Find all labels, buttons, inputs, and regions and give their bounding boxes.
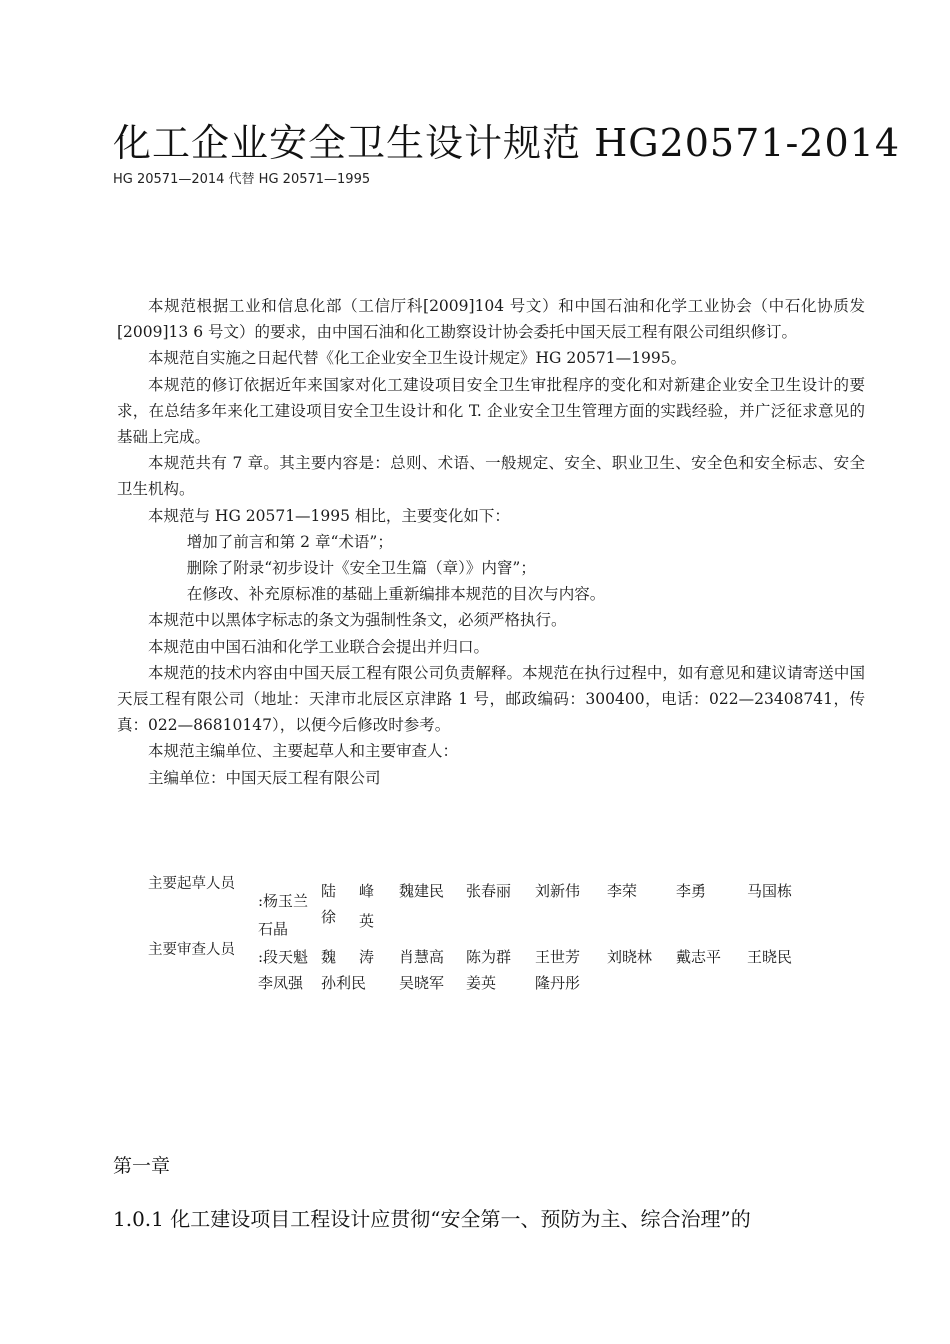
reviewer-name: 王世芳 [535, 948, 581, 966]
reviewer-name: :段天魁 [258, 948, 309, 966]
reviewer-name: 陈为群 [466, 948, 512, 966]
paragraph: 本规范根据工业和信息化部（工信厅科[2009]104 号文）和中国石油和化学工业协会（中石化协质发[2009]13 6 号文）的要求，由中国石油和化工勘察设计协会委托中国天辰工程有限公司组织修订。 [117, 297, 865, 342]
drafter-name: :杨玉兰 [258, 892, 309, 910]
change-item: 增加了前言和第 2 章“术语”； [186, 532, 393, 551]
paragraph: 本规范中以黑体字标志的条文为强制性条文，必须严格执行。 [148, 611, 567, 630]
reviewer-name: 隆丹彤 [535, 974, 581, 992]
document-title: 化工企业安全卫生设计规范 HG20571-2014 [113, 121, 901, 165]
chapter-heading: 第一章 [113, 1155, 171, 1177]
drafter-name: 李勇 [676, 882, 707, 900]
drafters-row [148, 876, 868, 942]
drafter-name: 徐 [321, 908, 337, 926]
reviewer-name: 戴志平 [676, 948, 722, 966]
drafters-label: 主要起草人员 [148, 876, 235, 892]
document-subtitle: HG 20571—2014 代替 HG 20571—1995 [113, 172, 371, 187]
reviewer-name: 肖慧高 [399, 948, 445, 966]
drafter-name: 陆 [321, 882, 337, 900]
clause-text: 1.0.1 化工建设项目工程设计应贯彻“安全第一、预防为主、综合治理”的 [113, 1207, 751, 1231]
change-item: 删除了附录“初步设计《安全卫生篇（章）》内窨”； [186, 559, 536, 578]
reviewer-name: 刘晓林 [607, 948, 653, 966]
reviewers-row [148, 942, 868, 1008]
drafter-name: 峰 [359, 882, 375, 900]
reviewer-name: 王晓民 [747, 948, 793, 966]
reviewers-label: 主要审查人员 [148, 942, 235, 958]
paragraph: 本规范主编单位、主要起草人和主要审查人： [148, 742, 459, 761]
paragraph: 本规范的技术内容由中国天辰工程有限公司负责解释。本规范在执行过程中，如有意见和建议请寄送中国天辰工程有限公司（地址：天津市北辰区京津路 1 号，邮政编码：300400，电话：022—23408741，传真：022—86810147），以便今后修改时参考。 [117, 663, 865, 735]
preface-text [117, 293, 865, 791]
change-item: 在修改、补充原标准的基础上重新编排本规范的目次与内容。 [186, 585, 606, 604]
drafter-name: 魏建民 [399, 882, 445, 900]
paragraph: 本规范与 HG 20571—1995 相比，主要变化如下： [148, 506, 510, 525]
paragraph: 本规范的修订依据近年来国家对化工建设项目安全卫生审批程序的变化和对新建企业安全卫生设计的要求，在总结多年来化工建设项目安全卫生设计和化 T. 企业安全卫生管理方面的实践经验，并广泛征求意见的基础上完成。 [117, 375, 865, 447]
drafter-name: 英 [359, 912, 375, 930]
paragraph: 本规范自实施之日起代替《化工企业安全卫生设计规定》HG 20571—1995。 [148, 349, 687, 368]
paragraph: 本规范共有 7 章。其主要内容是：总则、术语、一般规定、安全、职业卫生、安全色和安全标志、安全卫生机构。 [117, 454, 865, 499]
reviewer-name: 姜英 [466, 974, 497, 992]
reviewer-name: 吴晓军 [399, 974, 445, 992]
paragraph: 本规范由中国石油和化学工业联合会提出并归口。 [148, 637, 490, 656]
reviewer-name: 孙利民 [321, 974, 367, 992]
reviewer-name: 李凤强 [258, 974, 304, 992]
reviewer-name: 魏 [321, 948, 337, 966]
reviewer-name: 涛 [359, 948, 375, 966]
staff-list [148, 876, 868, 1008]
paragraph: 主编单位：中国天辰工程有限公司 [148, 768, 381, 787]
drafter-name: 李荣 [607, 882, 638, 900]
drafter-name: 刘新伟 [535, 882, 581, 900]
drafter-name: 张春丽 [466, 882, 512, 900]
drafter-name: 石晶 [258, 920, 289, 938]
drafter-name: 马国栋 [747, 882, 793, 900]
